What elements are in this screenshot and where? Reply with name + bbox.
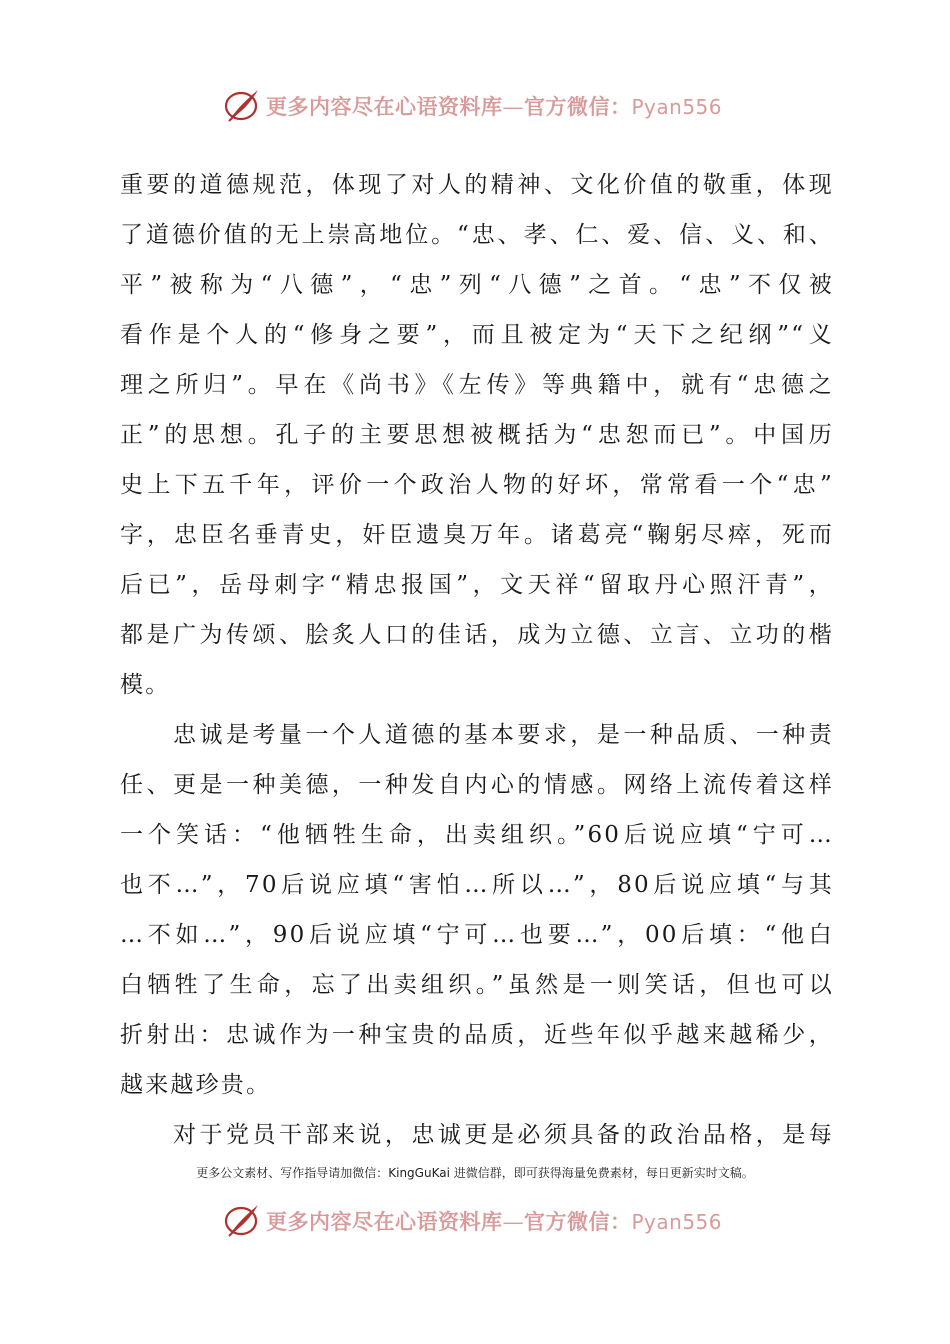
text-line: 重要的道德规范，体现了对人的精神、文化价值的敬重，体现 <box>120 172 834 198</box>
text-line: 越来越珍贵。 <box>120 1072 272 1098</box>
footnote: 更多公文素材、写作指导请加微信：KingGuKai 进微信群，即可获得海量免费素材，每日更新实时文稿。 <box>196 1166 754 1180</box>
banner-wechat-label: 官方微信： <box>524 1209 632 1234</box>
body-text <box>120 160 834 1160</box>
text-line: 一个笑话：“他牺牲生命，出卖组织。”60后说应填“宁可… <box>120 822 834 848</box>
feather-quill-icon <box>222 86 262 126</box>
footer-banner <box>222 1201 722 1241</box>
text-line: 后已”，岳母刺字“精忠报国”，文天祥“留取丹心照汗青”， <box>120 572 834 598</box>
text-line: 正”的思想。孔子的主要思想被概括为“忠恕而已”。中国历 <box>120 422 834 448</box>
text-line: 理之所归”。早在《尚书》《左传》等典籍中，就有“忠德之 <box>120 372 834 398</box>
text-line: 模。 <box>120 672 171 698</box>
text-line: 对于党员干部来说，忠诚更是必须具备的政治品格，是每 <box>120 1122 834 1148</box>
text-line: …不如…”，90后说应填“宁可…也要…”，00后填：“他白 <box>120 922 834 948</box>
text-line: 史上下五千年，评价一个政治人物的好坏，常常看一个“忠” <box>120 472 834 498</box>
banner-wechat-id: Pyan556 <box>631 1210 723 1234</box>
banner-wechat-label: 官方微信： <box>524 94 632 119</box>
feather-quill-icon <box>222 1201 262 1241</box>
text-line: 平”被称为“八德”，“忠”列“八德”之首。“忠”不仅被 <box>120 272 834 298</box>
banner-title: 更多内容尽在心语资料库 <box>266 94 503 119</box>
text-line: 都是广为传颂、脍炙人口的佳话，成为立德、立言、立功的楷 <box>120 622 834 648</box>
text-line: 看作是个人的“修身之要”，而且被定为“天下之纪纲”“义 <box>120 322 834 348</box>
text-line: 忠诚是考量一个人道德的基本要求，是一种品质、一种责 <box>120 722 834 748</box>
banner-dash: — <box>502 1210 524 1234</box>
text-line: 字，忠臣名垂青史，奸臣遗臭万年。诸葛亮“鞠躬尽瘁，死而 <box>120 522 834 548</box>
text-line: 也不…”，70后说应填“害怕…所以…”，80后说应填“与其 <box>120 872 834 898</box>
text-line: 白牺牲了生命，忘了出卖组织。”虽然是一则笑话，但也可以 <box>120 972 834 998</box>
banner-dash: — <box>502 95 524 119</box>
text-line: 折射出：忠诚作为一种宝贵的品质，近些年似乎越来越稀少， <box>120 1022 834 1048</box>
banner-wechat-id: Pyan556 <box>631 95 723 119</box>
text-line: 任、更是一种美德，一种发自内心的情感。网络上流传着这样 <box>120 772 834 798</box>
banner-title: 更多内容尽在心语资料库 <box>266 1209 503 1234</box>
text-line: 了道德价值的无上崇高地位。“忠、孝、仁、爱、信、义、和、 <box>120 222 834 248</box>
header-banner <box>222 86 722 126</box>
